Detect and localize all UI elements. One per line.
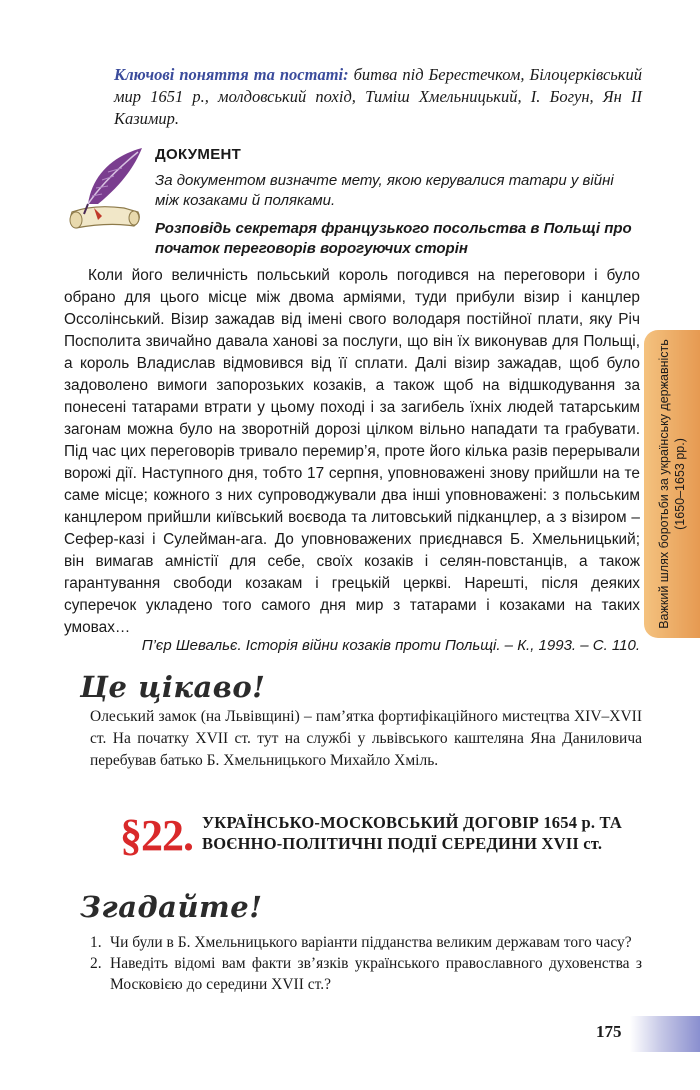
document-heading: ДОКУМЕНТ: [155, 146, 242, 163]
interesting-heading: Це цікаво!: [80, 670, 266, 704]
document-source: П’єр Шевальє. Історія війни козаків проти Польщі. – К., 1993. – С. 110.: [141, 637, 640, 654]
page-number: 175: [596, 1022, 622, 1041]
list-item-number: 1.: [90, 934, 102, 951]
chapter-side-tab: [644, 330, 700, 638]
key-concepts-text: битва під Берестечком, Білоцерківський мир 1651 р., молдовський похід, Тиміш Хмельницький, І. Богун, Ян II Казимир.: [114, 65, 643, 128]
paragraph-number: §22.: [120, 811, 193, 860]
list-item-text: Наведіть відомі вам факти зв’язків українського православного духовенства з Московією до середини XVII ст.?: [110, 955, 642, 993]
quill-scroll-icon: [64, 146, 148, 238]
document-task: За документом визначте мету, якою керувалися татари у війні між козаками й поляками.: [155, 172, 614, 209]
list-item: [90, 953, 642, 995]
list-item: [90, 932, 642, 953]
key-concepts: [114, 64, 642, 130]
footer-gradient-bar: [630, 1016, 700, 1052]
list-item-number: 2.: [90, 955, 102, 972]
list-item-text: Чи були в Б. Хмельницького варіанти підданства великим державам того часу?: [110, 934, 632, 951]
paragraph-title: УКРАЇНСЬКО-МОСКОВСЬКИЙ ДОГОВІР 1654 р. ТА ВОЄННО-ПОЛІТИЧНІ ПОДІЇ СЕРЕДИНИ XVII ст.: [202, 813, 623, 853]
recall-list: [90, 932, 642, 995]
key-concepts-label: Ключові поняття та постаті:: [114, 65, 349, 84]
chapter-side-tab-text: Важкий шлях боротьби за українську державність (1650–1653 рр.): [657, 339, 687, 629]
recall-heading: Згадайте!: [80, 890, 263, 924]
document-subtitle: Розповідь секретаря французького посольства в Польщі про початок переговорів ворогуючих сторін: [155, 220, 632, 257]
interesting-text: Олеський замок (на Львівщині) – пам’ятка фортифікаційного мистецтва XIV–XVII ст. На початку XVII ст. тут на службі у львівського каштеляна Яна Даниловича перебував батько Б. Хмельницького Михайло Хміль.: [90, 708, 642, 769]
document-body: Коли його величність польський король погодився на переговори і було обрано для цього місце між двома арміями, туди прибули візир і канцлер Оссолінський. Візир зажадав від імені свого володаря постійної плати, яку Річ Посполита звичайно давала ханові за послуги, що він їх виконував для Польщі, а король Владислав відмовився від її сплати. Далі візир зажадав, щоб було задоволено вимоги запорозьких козаків, а також щоб на відшкодування за понесені татарами втрати у цьому поході і за загибель їхніх людей татарським загонам можна було на зворотній дорозі цілком вільно нападати та грабувати. Під час цих переговорів тривало перемир’я, проте його кілька разів перерывали ворожі дії. Наступного дня, тобто 17 серпня, уповноважені знову прийшли на те саме місце; кожного з них супроводжували два інші уповноважені: з польським канцлером прийшли київський воєвода та литовський підканцлер, а з візиром – Сефер-казі і Сулейман-ага. До уповноважених приєднався Б. Хмельницький; він вимагав амністії для себе, своїх козаків і селян-повстанців, а також гарантування свободи козакам і грецькій церкві. Нарешті, після деяких суперечок укладено того самого дня мир з татарами і козаками на таких умовах…: [64, 267, 640, 636]
